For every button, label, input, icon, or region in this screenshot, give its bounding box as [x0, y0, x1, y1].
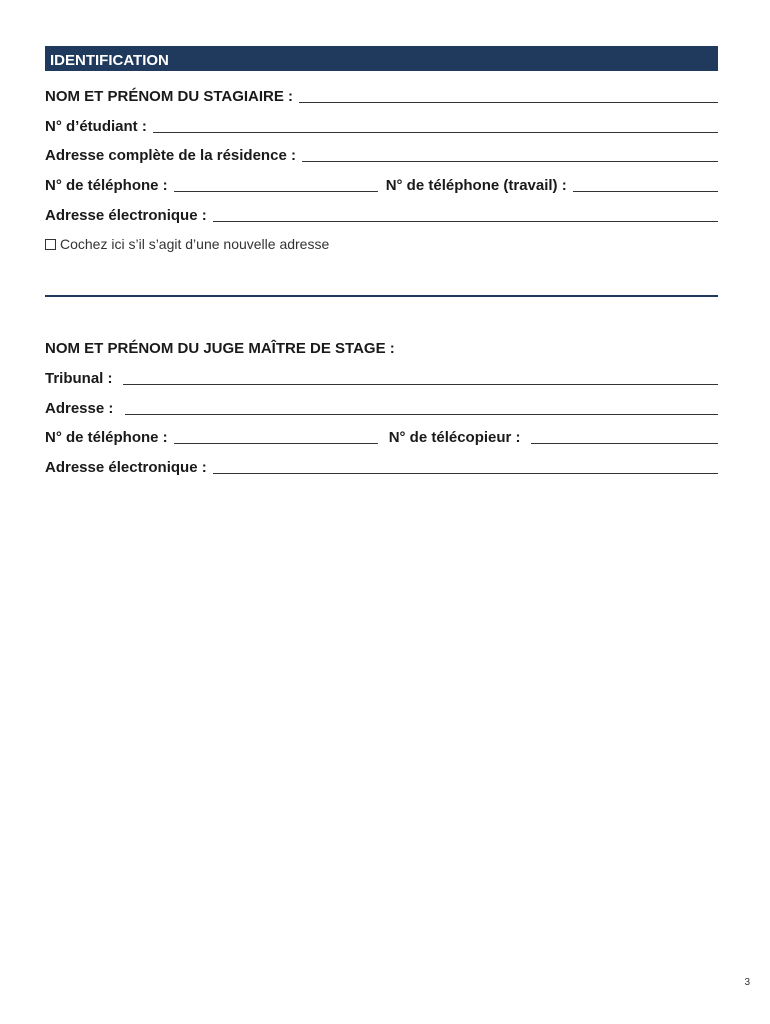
juge-fax-label: N° de télécopieur : [388, 429, 521, 446]
juge-name-label: NOM ET PRÉNOM DU JUGE MAÎTRE DE STAGE : [45, 340, 395, 357]
stagiaire-phone-field[interactable] [174, 191, 378, 192]
juge-phone-field[interactable] [174, 443, 378, 444]
stagiaire-phone-work-label: N° de téléphone (travail) : [385, 177, 567, 194]
juge-phone-row [45, 425, 718, 447]
stagiaire-name-field[interactable] [299, 102, 718, 103]
new-address-note-text: Cochez ici s’il s’agit d’une nouvelle adresse [60, 236, 330, 252]
juge-email-label: Adresse électronique : [45, 459, 207, 476]
stagiaire-name-label: NOM ET PRÉNOM DU STAGIAIRE : [45, 88, 294, 105]
stagiaire-email-row [45, 203, 718, 225]
juge-email-field[interactable] [213, 473, 718, 474]
section-divider [45, 295, 718, 297]
juge-email-row [45, 455, 718, 477]
juge-phone-label: N° de téléphone : [45, 429, 168, 446]
student-number-label: N° d’étudiant : [45, 118, 147, 135]
stagiaire-email-label: Adresse électronique : [45, 207, 207, 224]
student-number-row [45, 114, 718, 136]
stagiaire-name-row [45, 84, 718, 106]
new-address-note [45, 236, 329, 252]
stagiaire-phone-work-field[interactable] [573, 191, 718, 192]
juge-address-row [45, 396, 718, 418]
stagiaire-phone-row [45, 173, 718, 195]
juge-address-label: Adresse : [45, 400, 114, 417]
juge-name-row [45, 336, 718, 358]
student-number-field[interactable] [153, 132, 718, 133]
tribunal-row [45, 366, 718, 388]
stagiaire-email-field[interactable] [213, 221, 718, 222]
tribunal-field[interactable] [123, 384, 719, 385]
residence-address-label: Adresse complète de la résidence : [45, 147, 296, 164]
juge-address-field[interactable] [125, 414, 718, 415]
stagiaire-phone-label: N° de téléphone : [45, 177, 168, 194]
page-number: 3 [744, 977, 750, 988]
residence-address-row [45, 143, 718, 165]
juge-fax-field[interactable] [531, 443, 718, 444]
section-title: IDENTIFICATION [50, 52, 169, 69]
new-address-checkbox[interactable] [45, 239, 56, 250]
residence-address-field[interactable] [302, 161, 718, 162]
section-header-identification [45, 46, 718, 71]
tribunal-label: Tribunal : [45, 370, 113, 387]
